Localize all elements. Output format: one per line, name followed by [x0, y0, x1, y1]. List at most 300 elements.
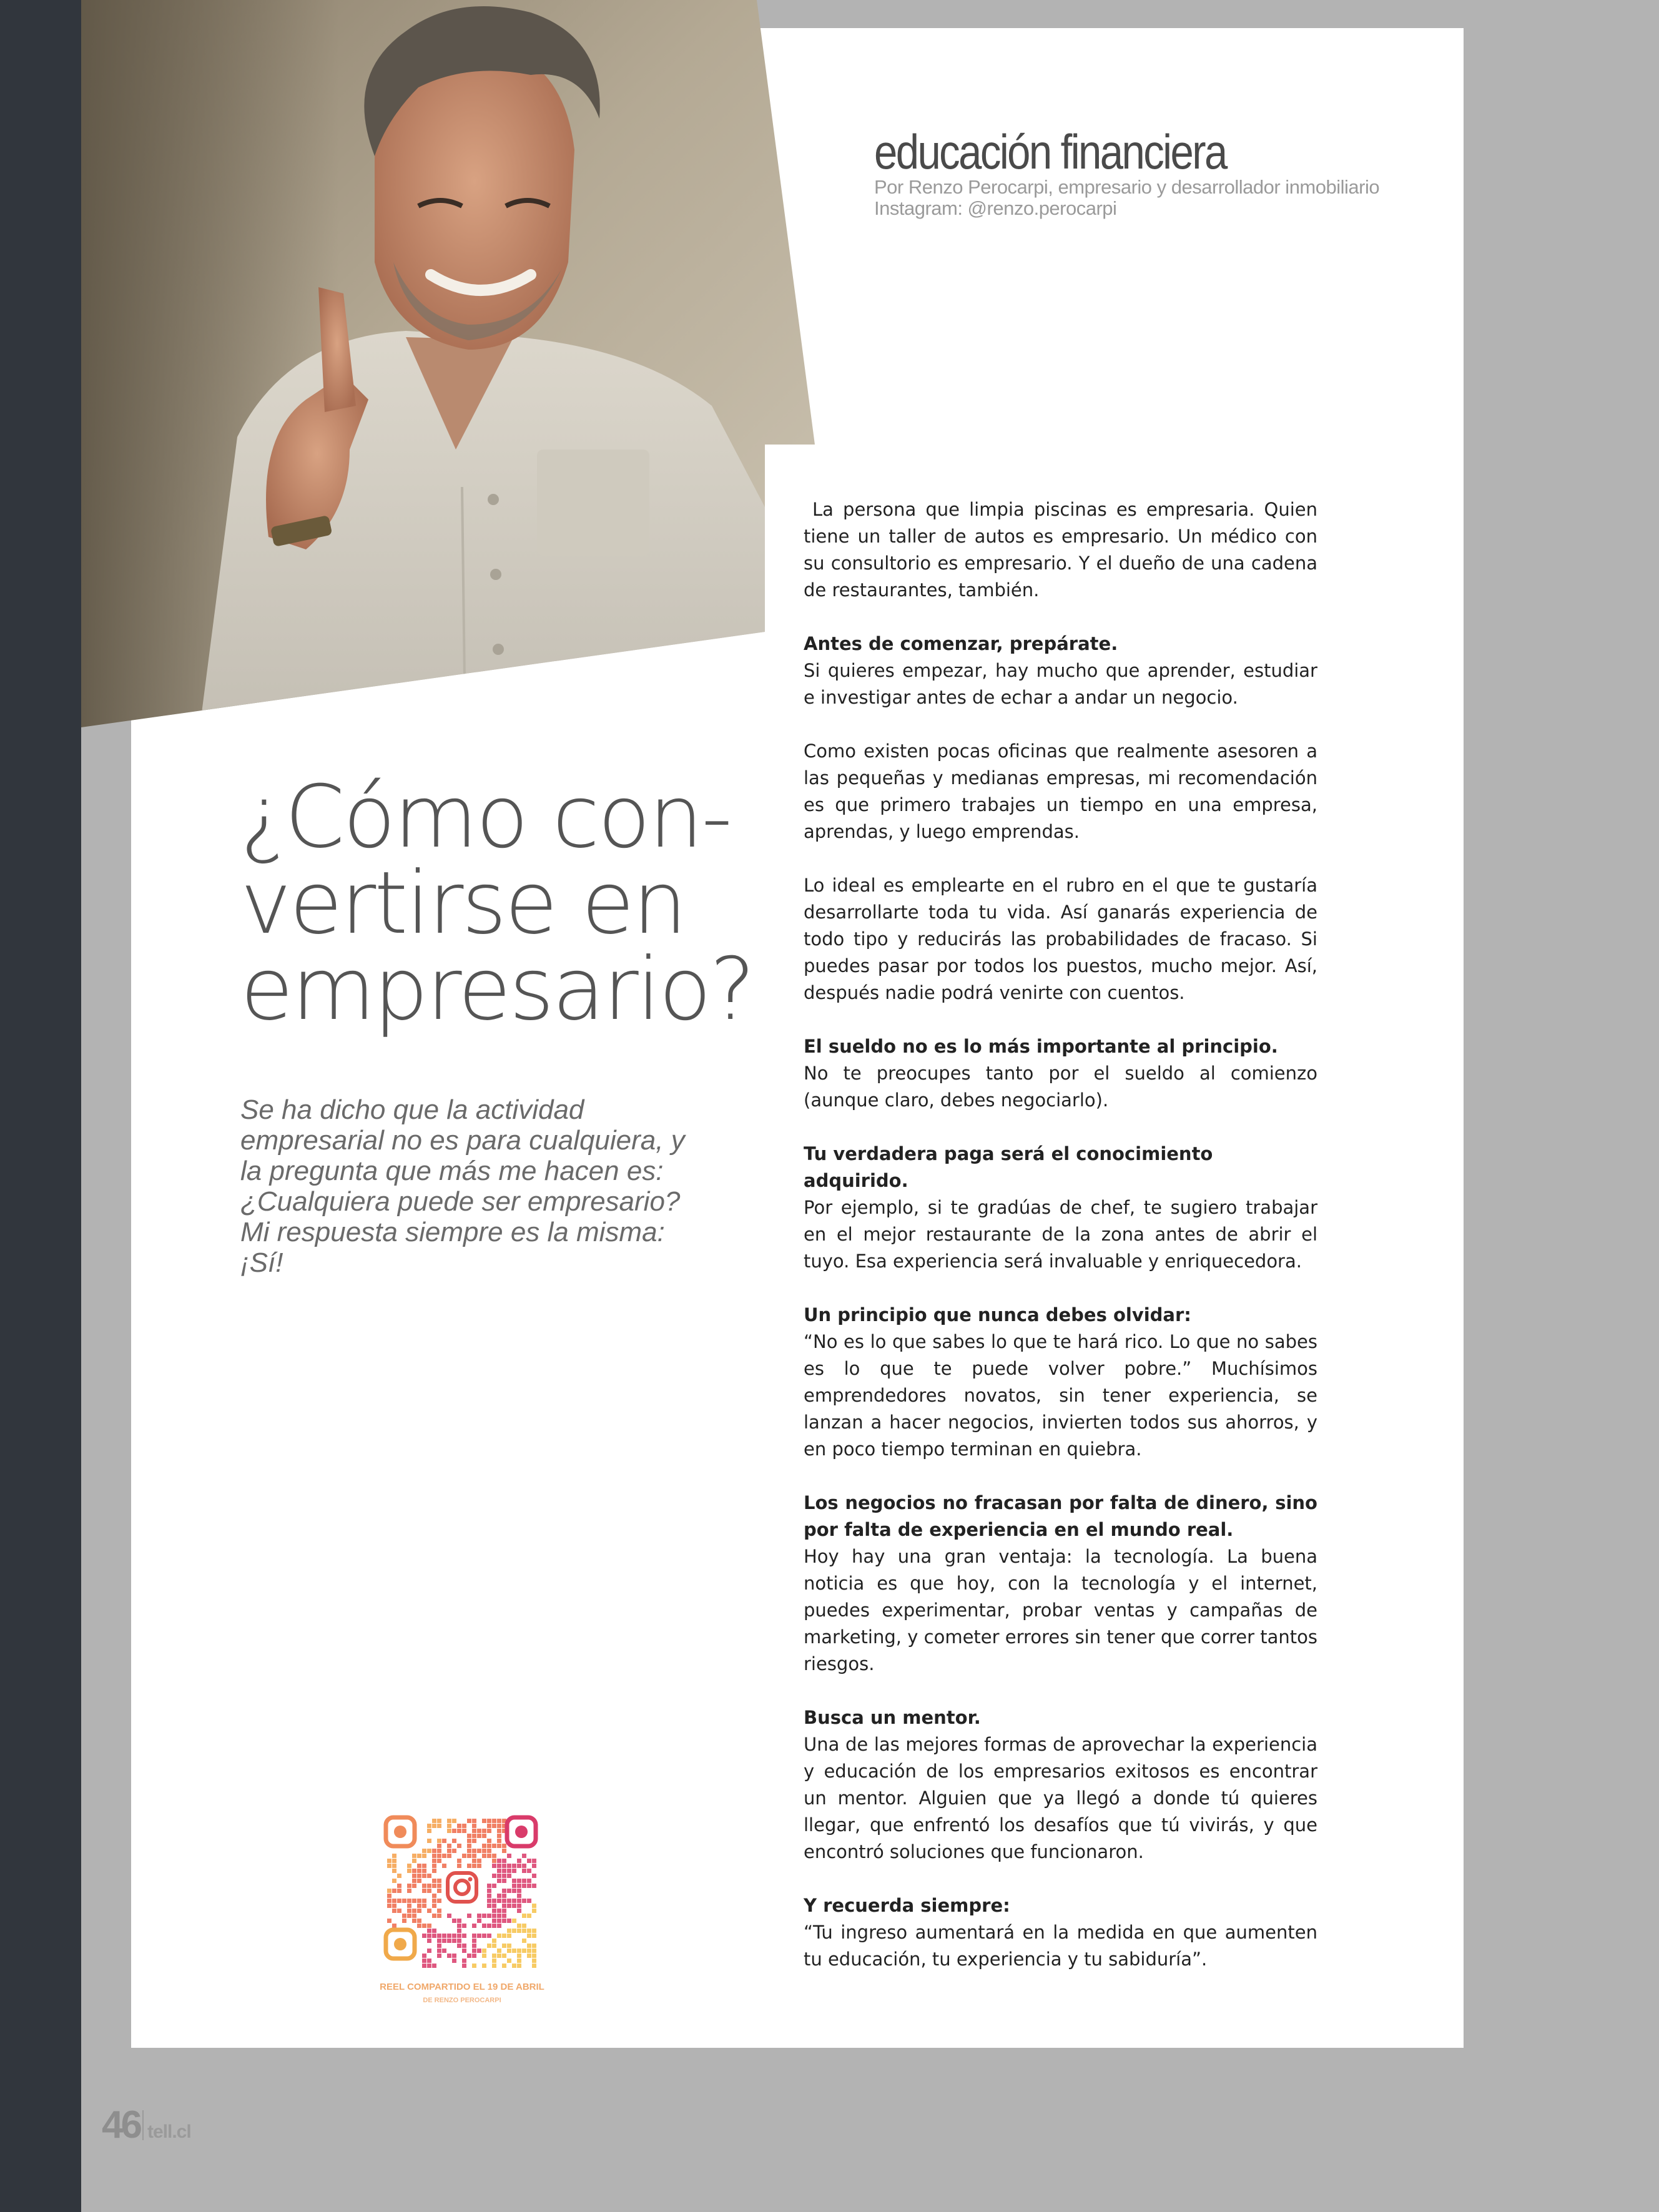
qr-module	[392, 1869, 396, 1873]
qr-module	[467, 1854, 471, 1858]
qr-module	[447, 1844, 451, 1848]
qr-module	[527, 1884, 531, 1888]
qr-code-graphic[interactable]	[368, 1809, 556, 1978]
qr-module	[422, 1874, 426, 1878]
qr-module	[487, 1829, 491, 1833]
qr-module	[422, 1889, 426, 1893]
qr-module	[467, 1839, 471, 1843]
body-paragraph: No te preocupes tanto por el sueldo al comienzo (aunque claro, debes negociarlo).	[804, 1063, 1317, 1111]
qr-module	[412, 1919, 416, 1923]
qr-module	[522, 1914, 526, 1918]
qr-module	[437, 1839, 441, 1843]
qr-module	[392, 1899, 396, 1903]
qr-module	[532, 1909, 536, 1913]
qr-module	[527, 1949, 531, 1953]
qr-finder-top-right	[507, 1817, 536, 1846]
body-paragraph: “Tu ingreso aumentará en la medida en que aumenten tu educación, tu experiencia y tu sabiduría”.	[804, 1922, 1317, 1970]
qr-module	[452, 1934, 456, 1938]
qr-module	[497, 1819, 501, 1823]
qr-module	[517, 1964, 521, 1968]
body-block	[804, 738, 1317, 845]
qr-module	[522, 1899, 526, 1903]
qr-module	[492, 1924, 496, 1928]
body-paragraph: Si quieres empezar, hay mucho que aprender, estudiar e investigar antes de echar a andar un negocio.	[804, 660, 1317, 708]
qr-module	[427, 1839, 431, 1843]
qr-module	[472, 1964, 476, 1968]
qr-module	[457, 1924, 461, 1928]
qr-module	[482, 1949, 486, 1953]
qr-module	[497, 1859, 501, 1863]
qr-module	[437, 1899, 441, 1903]
qr-module	[447, 1819, 451, 1823]
qr-finder-top-left	[386, 1817, 415, 1846]
qr-module	[492, 1864, 496, 1868]
qr-module	[462, 1944, 466, 1948]
qr-module	[472, 1954, 476, 1958]
section-title: educación financiera	[874, 124, 1226, 179]
qr-module	[532, 1959, 536, 1963]
qr-module	[527, 1944, 531, 1948]
qr-module	[417, 1854, 421, 1858]
author-credit: Por Renzo Perocarpi, empresario y desarrollador inmobiliario	[874, 176, 1380, 198]
qr-module	[487, 1854, 491, 1858]
body-subheading: Tu verdadera paga será el conocimiento adquirido.	[804, 1143, 1213, 1191]
qr-module	[412, 1874, 416, 1878]
qr-module	[482, 1924, 486, 1928]
qr-module	[532, 1944, 536, 1948]
qr-module	[447, 1849, 451, 1853]
qr-module	[457, 1919, 461, 1923]
body-block	[804, 1490, 1317, 1678]
qr-module	[422, 1854, 426, 1858]
qr-module	[437, 1939, 441, 1943]
qr-module	[517, 1929, 521, 1933]
qr-module	[417, 1874, 421, 1878]
qr-module	[477, 1914, 481, 1918]
qr-module	[477, 1949, 481, 1953]
qr-caption: REEL COMPARTIDO EL 19 DE ABRIL	[380, 1982, 544, 1992]
qr-module	[437, 1914, 441, 1918]
qr-module	[412, 1854, 416, 1858]
qr-module	[497, 1894, 501, 1898]
qr-module	[467, 1849, 471, 1853]
qr-module	[412, 1859, 416, 1863]
qr-module	[432, 1914, 436, 1918]
qr-module	[477, 1934, 481, 1938]
qr-module	[427, 1929, 431, 1933]
qr-module	[487, 1819, 491, 1823]
author-photo	[81, 0, 818, 727]
qr-module	[507, 1904, 511, 1908]
qr-module	[447, 1934, 451, 1938]
qr-module	[487, 1934, 491, 1938]
body-subheading: El sueldo no es lo más importante al principio.	[804, 1036, 1278, 1057]
lead-line: ¿Cualquiera puede ser empresario?	[240, 1186, 681, 1217]
magazine-spine	[0, 0, 81, 2212]
body-paragraph: Una de las mejores formas de aprovechar la experiencia y educación de los empresarios exitosos es encontrar un mentor. Alguien que ya llegó a donde tú quieres llegar, que enfrentó los desafíos que tú vivirás, y que encontró soluciones que funcionaron.	[804, 1734, 1317, 1862]
page-number: 46	[102, 2103, 140, 2146]
qr-module	[452, 1849, 456, 1853]
qr-module	[422, 1924, 426, 1928]
qr-module	[477, 1834, 481, 1838]
qr-module	[497, 1879, 501, 1883]
body-block	[804, 1302, 1317, 1463]
qr-module	[507, 1874, 511, 1878]
qr-module	[387, 1859, 391, 1863]
qr-module	[482, 1829, 486, 1833]
qr-module	[492, 1914, 496, 1918]
qr-module	[447, 1829, 451, 1833]
qr-module	[532, 1904, 536, 1908]
qr-module	[472, 1859, 476, 1863]
qr-finder-bottom-left	[386, 1930, 415, 1959]
qr-module	[492, 1964, 496, 1968]
qr-module	[507, 1864, 511, 1868]
qr-module	[492, 1859, 496, 1863]
qr-module	[482, 1849, 486, 1853]
qr-module	[462, 1824, 466, 1828]
qr-module	[517, 1879, 521, 1883]
body-subheading: Y recuerda siempre:	[804, 1895, 1010, 1916]
qr-module	[497, 1919, 501, 1923]
qr-module	[532, 1949, 536, 1953]
qr-module	[427, 1829, 431, 1833]
qr-module	[517, 1864, 521, 1868]
folio-divider	[142, 2110, 144, 2140]
qr-module	[437, 1884, 441, 1888]
qr-module	[432, 1899, 436, 1903]
qr-module	[492, 1874, 496, 1878]
qr-module	[522, 1929, 526, 1933]
qr-module	[532, 1859, 536, 1863]
qr-module	[487, 1839, 491, 1843]
headline-line: vertirse en	[240, 853, 686, 953]
qr-module	[447, 1939, 451, 1943]
qr-module	[512, 1964, 516, 1968]
qr-module	[507, 1869, 511, 1873]
qr-module	[497, 1864, 501, 1868]
qr-module	[427, 1909, 431, 1913]
qr-module	[397, 1884, 401, 1888]
qr-module	[432, 1879, 436, 1883]
qr-module	[527, 1929, 531, 1933]
qr-module	[497, 1924, 501, 1928]
qr-module	[442, 1949, 446, 1953]
headline-line: empresario?	[240, 939, 754, 1040]
article-headline	[240, 767, 765, 1040]
qr-module	[472, 1854, 476, 1858]
qr-module	[437, 1889, 441, 1893]
qr-module	[392, 1864, 396, 1868]
qr-module	[432, 1854, 436, 1858]
qr-module	[502, 1894, 506, 1898]
qr-module	[482, 1934, 486, 1938]
qr-module	[427, 1959, 431, 1963]
qr-module	[492, 1854, 496, 1858]
qr-module	[502, 1864, 506, 1868]
qr-subcaption: DE RENZO PEROCARPI	[423, 1997, 501, 2004]
qr-module	[512, 1889, 516, 1893]
qr-module	[397, 1899, 401, 1903]
qr-module	[497, 1844, 501, 1848]
article-body	[804, 496, 1317, 2000]
qr-module	[492, 1909, 496, 1913]
qr-module	[532, 1864, 536, 1868]
qr-module	[387, 1904, 391, 1908]
qr-module	[477, 1919, 481, 1923]
body-block	[804, 1892, 1317, 1973]
lead-line: ¡Sí!	[240, 1247, 283, 1278]
qr-module	[492, 1939, 496, 1943]
qr-module	[472, 1934, 476, 1938]
body-paragraph: Por ejemplo, si te gradúas de chef, te sugiero trabajar en el mejor restaurante de la zona antes de abrir el tuyo. Esa experiencia será invaluable y enriquecedora.	[804, 1197, 1317, 1272]
qr-module	[512, 1879, 516, 1883]
qr-module	[532, 1929, 536, 1933]
qr-module	[442, 1934, 446, 1938]
qr-module	[487, 1924, 491, 1928]
qr-module	[427, 1874, 431, 1878]
qr-module	[457, 1929, 461, 1933]
qr-module	[497, 1949, 501, 1953]
qr-module	[432, 1819, 436, 1823]
qr-module	[397, 1909, 401, 1913]
qr-module	[457, 1844, 461, 1848]
qr-module	[427, 1824, 431, 1828]
qr-module	[432, 1904, 436, 1908]
byline	[874, 177, 1379, 219]
qr-module	[407, 1909, 411, 1913]
qr-module	[417, 1869, 421, 1873]
qr-module	[422, 1884, 426, 1888]
qr-module	[447, 1914, 451, 1918]
qr-module	[507, 1959, 511, 1963]
qr-module	[487, 1844, 491, 1848]
qr-module	[512, 1884, 516, 1888]
qr-module	[477, 1859, 481, 1863]
body-paragraph: Como existen pocas oficinas que realmente asesoren a las pequeñas y medianas empresas, mi recomendación es que primero trabajes un tiempo en una empresa, aprendas, y luego emprendas.	[804, 740, 1317, 842]
qr-module	[437, 1954, 441, 1958]
qr-module	[432, 1884, 436, 1888]
qr-module	[492, 1819, 496, 1823]
qr-module	[437, 1879, 441, 1883]
site-name: tell.cl	[147, 2121, 191, 2142]
body-paragraph: La persona que limpia piscinas es empresaria. Quien tiene un taller de autos es empresario. Un médico con su consultorio es empresario. Y el dueño de una cadena de restaurantes, también.	[804, 499, 1317, 601]
qr-module	[517, 1904, 521, 1908]
qr-module	[507, 1929, 511, 1933]
qr-module	[482, 1819, 486, 1823]
qr-module	[427, 1949, 431, 1953]
qr-module	[452, 1919, 456, 1923]
qr-module	[422, 1904, 426, 1908]
qr-module	[487, 1824, 491, 1828]
qr-module	[502, 1954, 506, 1958]
body-subheading: Un principio que nunca debes olvidar:	[804, 1304, 1191, 1325]
qr-module	[492, 1899, 496, 1903]
qr-module	[397, 1874, 401, 1878]
qr-module	[497, 1899, 501, 1903]
qr-module	[422, 1849, 426, 1853]
qr-module	[457, 1864, 461, 1868]
qr-module	[447, 1824, 451, 1828]
qr-module	[502, 1874, 506, 1878]
qr-module	[507, 1854, 511, 1858]
qr-module	[517, 1909, 521, 1913]
body-subheading: Los negocios no fracasan por falta de dinero, sino por falta de experiencia en el mundo real.	[804, 1492, 1317, 1540]
qr-module	[442, 1854, 446, 1858]
body-paragraph: “No es lo que sabes lo que te hará rico. Lo que no sabes es lo que te puede volver pobre.” Muchísimos emprendedores novatos, sin tener experiencia, se lanzan a hacer negocios, invierten todos sus ahorros, y en poco tiempo terminan en quiebra.	[804, 1331, 1317, 1460]
qr-module	[482, 1844, 486, 1848]
qr-module	[527, 1914, 531, 1918]
qr-module	[507, 1919, 511, 1923]
qr-module	[437, 1934, 441, 1938]
qr-module	[422, 1934, 426, 1938]
qr-module	[497, 1954, 501, 1958]
body-block	[804, 631, 1317, 711]
qr-module	[522, 1879, 526, 1883]
qr-module	[492, 1844, 496, 1848]
lead-line: Se ha dicho que la actividad	[240, 1094, 584, 1125]
qr-module	[452, 1829, 456, 1833]
qr-module	[512, 1919, 516, 1923]
qr-module	[462, 1854, 466, 1858]
qr-module	[462, 1924, 466, 1928]
qr-module	[432, 1929, 436, 1933]
qr-module	[527, 1899, 531, 1903]
qr-module	[477, 1829, 481, 1833]
qr-module	[402, 1919, 406, 1923]
qr-module	[387, 1889, 391, 1893]
qr-module	[452, 1954, 456, 1958]
qr-module	[412, 1909, 416, 1913]
qr-module	[412, 1869, 416, 1873]
qr-module	[487, 1884, 491, 1888]
qr-module	[442, 1839, 446, 1843]
qr-module	[417, 1864, 421, 1868]
qr-module	[472, 1924, 476, 1928]
qr-module	[487, 1944, 491, 1948]
qr-module	[497, 1874, 501, 1878]
qr-module	[412, 1884, 416, 1888]
qr-module	[437, 1844, 441, 1848]
instagram-handle: Instagram: @renzo.perocarpi	[874, 197, 1117, 219]
lead-line: la pregunta que más me hacen es:	[240, 1156, 664, 1186]
qr-module	[387, 1894, 391, 1898]
qr-module	[502, 1844, 506, 1848]
body-paragraph: Lo ideal es emplearte en el rubro en el que te gustaría desarrollarte toda tu vida. Así ganarás experiencia de todo tipo y reducirás las probabilidades de fracaso. Si puedes pasar por todos los puestos, mucho mejor. Así, después nadie podrá venirte con cuentos.	[804, 875, 1317, 1003]
qr-module	[447, 1854, 451, 1858]
qr-module	[512, 1864, 516, 1868]
qr-module	[442, 1864, 446, 1868]
qr-module	[417, 1904, 421, 1908]
qr-module	[422, 1959, 426, 1963]
qr-module	[472, 1849, 476, 1853]
qr-module	[467, 1914, 471, 1918]
qr-module	[417, 1909, 421, 1913]
qr-module	[392, 1909, 396, 1913]
headline-line: ¿Cómo con-	[240, 767, 731, 867]
qr-module	[497, 1824, 501, 1828]
qr-module	[512, 1929, 516, 1933]
qr-module	[427, 1934, 431, 1938]
qr-module	[452, 1839, 456, 1843]
qr-module	[522, 1884, 526, 1888]
qr-module	[512, 1949, 516, 1953]
qr-module	[417, 1879, 421, 1883]
body-subheading: Antes de comenzar, prepárate.	[804, 633, 1118, 654]
qr-module	[527, 1934, 531, 1938]
qr-module	[437, 1824, 441, 1828]
qr-module	[512, 1869, 516, 1873]
qr-module	[507, 1934, 511, 1938]
article-lead	[240, 1094, 715, 1278]
qr-module	[517, 1889, 521, 1893]
qr-module	[507, 1944, 511, 1948]
qr-module	[512, 1899, 516, 1903]
qr-module	[427, 1884, 431, 1888]
qr-module	[432, 1824, 436, 1828]
qr-module	[527, 1954, 531, 1958]
qr-module	[407, 1889, 411, 1893]
qr-module	[422, 1869, 426, 1873]
body-paragraph: Hoy hay una gran ventaja: la tecnología. La buena noticia es que hoy, con la tecnología y el internet, puedes experimentar, probar ventas y campañas de marketing, y cometer errores sin tener que correr tantos riesgos.	[804, 1546, 1317, 1674]
qr-module	[407, 1914, 411, 1918]
qr-module	[492, 1944, 496, 1948]
qr-module	[432, 1849, 436, 1853]
qr-module	[502, 1869, 506, 1873]
qr-module	[407, 1899, 411, 1903]
qr-module	[452, 1959, 456, 1963]
qr-module	[457, 1829, 461, 1833]
qr-module	[517, 1959, 521, 1963]
qr-module	[427, 1964, 431, 1968]
qr-module	[467, 1834, 471, 1838]
qr-module	[432, 1894, 436, 1898]
qr-module	[502, 1934, 506, 1938]
qr-module	[432, 1934, 436, 1938]
qr-module	[472, 1829, 476, 1833]
qr-module	[507, 1899, 511, 1903]
qr-module	[412, 1914, 416, 1918]
qr-module	[437, 1949, 441, 1953]
qr-module	[507, 1889, 511, 1893]
qr-module	[482, 1954, 486, 1958]
instagram-qr-code[interactable]	[368, 1809, 556, 2022]
qr-module	[472, 1819, 476, 1823]
qr-module	[387, 1899, 391, 1903]
qr-module	[452, 1939, 456, 1943]
qr-module	[457, 1934, 461, 1938]
qr-module	[487, 1899, 491, 1903]
qr-module	[517, 1859, 521, 1863]
qr-module	[472, 1839, 476, 1843]
qr-module	[477, 1864, 481, 1868]
qr-module	[497, 1839, 501, 1843]
qr-module	[502, 1964, 506, 1968]
qr-module	[482, 1834, 486, 1838]
qr-module	[417, 1924, 421, 1928]
qr-module	[427, 1939, 431, 1943]
qr-module	[457, 1944, 461, 1948]
qr-module	[487, 1914, 491, 1918]
qr-module	[522, 1949, 526, 1953]
qr-module	[472, 1864, 476, 1868]
qr-module	[532, 1874, 536, 1878]
qr-module	[432, 1964, 436, 1968]
qr-module	[497, 1934, 501, 1938]
qr-module	[502, 1889, 506, 1893]
qr-module	[422, 1964, 426, 1968]
qr-module	[392, 1854, 396, 1858]
